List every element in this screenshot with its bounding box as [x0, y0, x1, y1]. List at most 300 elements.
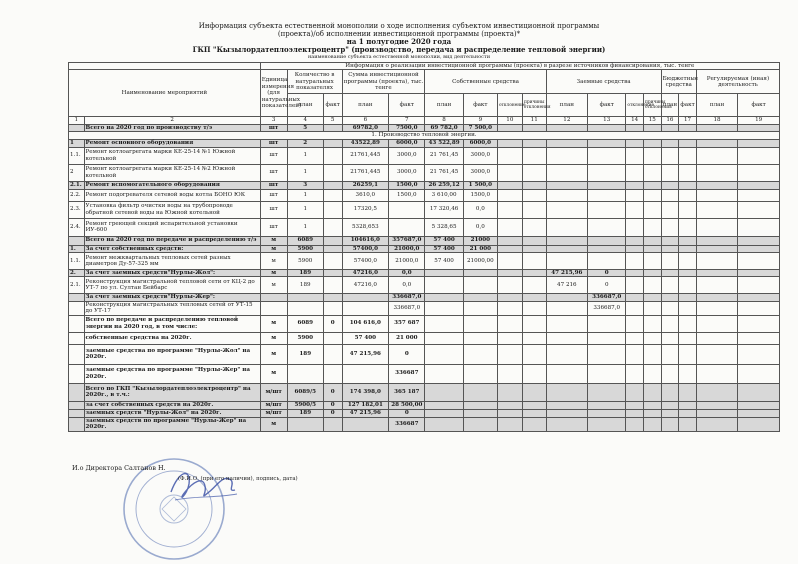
table-cell [463, 277, 497, 294]
table-cell [626, 409, 644, 417]
table-cell: 0 [389, 344, 425, 364]
table-cell: м [260, 270, 287, 277]
sub-deviation: отклонение [626, 94, 644, 117]
row-name-cell: заемные средства по программе "Нурлы-Жер" на 2020г. [84, 364, 260, 383]
table-cell [522, 139, 546, 147]
table-cell [522, 201, 546, 218]
row-name-cell: За счет заемных средств"Нурлы-Жер": [84, 294, 260, 301]
table-cell [546, 315, 587, 332]
row-name-cell: заемные средства по программе "Нурлы-Жол" на 2020г. [84, 344, 260, 364]
table-cell [644, 164, 662, 181]
table-row [69, 301, 780, 315]
row-name-cell: Ремонт основного оборудования [84, 139, 260, 147]
table-cell: 104 616,0 [342, 315, 389, 332]
table-cell [696, 315, 737, 332]
table-row [69, 124, 780, 131]
table-cell [497, 164, 522, 181]
col-number: 17 [679, 117, 697, 124]
row-name-cell: за счет собственных средств на 2020г. [84, 401, 260, 409]
table-cell: 43 522,89 [425, 139, 463, 147]
row-name-cell: Ремонт вспомогательного оборудования [84, 181, 260, 189]
table-cell [644, 139, 662, 147]
table-cell [738, 218, 780, 236]
table-cell: 57400,0 [342, 245, 389, 252]
table-cell [661, 189, 679, 201]
table-cell: 0 [588, 270, 626, 277]
table-cell [323, 147, 342, 164]
sub-fact: факт [463, 94, 497, 117]
table-cell [69, 364, 85, 383]
table-cell [323, 301, 342, 315]
table-cell [644, 270, 662, 277]
table-cell [696, 344, 737, 364]
table-cell [626, 332, 644, 344]
table-cell [679, 383, 697, 401]
table-cell [546, 332, 587, 344]
table-cell [342, 294, 389, 301]
table-cell [342, 417, 389, 431]
table-cell: 104616,0 [342, 236, 389, 245]
col-header-budget-funds: Бюджетные средства [661, 70, 696, 94]
table-row [69, 401, 780, 409]
table-cell [679, 139, 697, 147]
table-row [69, 383, 780, 401]
table-cell: м [260, 315, 287, 332]
table-cell [463, 332, 497, 344]
table-row [69, 189, 780, 201]
table-cell [522, 147, 546, 164]
table-cell [644, 417, 662, 431]
table-cell [644, 189, 662, 201]
col-header-sum: Сумма инвестиционной программы (проекта), тыс. тенге [342, 70, 425, 94]
table-cell [738, 164, 780, 181]
table-row [69, 139, 780, 147]
table-cell [696, 253, 737, 270]
table-cell [497, 189, 522, 201]
table-cell [679, 236, 697, 245]
table-cell [323, 218, 342, 236]
table-cell [546, 253, 587, 270]
table-cell: 336687,0 [588, 294, 626, 301]
table-cell [644, 364, 662, 383]
table-cell [679, 245, 697, 252]
table-cell [389, 201, 425, 218]
table-cell [696, 181, 737, 189]
table-cell [738, 383, 780, 401]
table-cell: 189 [287, 270, 323, 277]
table-cell [661, 277, 679, 294]
table-cell [696, 301, 737, 315]
table-cell [425, 294, 463, 301]
table-cell: 0 [389, 409, 425, 417]
table-cell: 0,0 [463, 218, 497, 236]
table-cell [626, 383, 644, 401]
table-cell: 21761,445 [342, 164, 389, 181]
sub-plan: план [546, 94, 587, 117]
table-cell [323, 189, 342, 201]
sub-reasons: причины отклонения [644, 94, 662, 117]
table-cell [546, 189, 587, 201]
table-cell [626, 189, 644, 201]
sub-fact: факт [389, 94, 425, 117]
table-cell [69, 315, 85, 332]
table-cell: 26 259,12 [425, 181, 463, 189]
table-cell [425, 383, 463, 401]
table-cell [546, 364, 587, 383]
table-cell: 357687,0 [389, 236, 425, 245]
table-cell [738, 124, 780, 131]
table-cell: 21000,0 [389, 253, 425, 270]
table-cell [522, 344, 546, 364]
table-cell [696, 417, 737, 431]
table-cell [679, 164, 697, 181]
table-cell: 336687 [389, 417, 425, 431]
col-number: 15 [644, 117, 662, 124]
table-cell [679, 417, 697, 431]
table-cell: шт [260, 218, 287, 236]
table-cell: шт [260, 147, 287, 164]
row-name-cell: Установка фильтр очистки воды на трубопроводе обратной сетевой воды на Южной котельной [84, 201, 260, 218]
table-cell: 57 400 [425, 253, 463, 270]
col-number: 7 [389, 117, 425, 124]
table-cell: 6000,0 [463, 139, 497, 147]
table-cell: 2.2. [69, 189, 85, 201]
table-cell [644, 236, 662, 245]
table-cell: 69782,0 [342, 124, 389, 131]
table-cell [287, 364, 323, 383]
signature-icon [165, 462, 239, 510]
table-cell [546, 124, 587, 131]
table-cell [644, 315, 662, 332]
row-name-cell: Реконструкция магистральных тепловых сетей от УТ-15 до УТ-17 [84, 301, 260, 315]
table-cell [626, 245, 644, 252]
table-cell [522, 164, 546, 181]
table-cell: 0,0 [463, 201, 497, 218]
table-cell [588, 409, 626, 417]
table-cell [463, 364, 497, 383]
table-cell [588, 218, 626, 236]
title-organization: ГКП "Кызылордатеплоэлектроцентр" (производство, передача и распределение тепловой энергии) [192, 45, 606, 54]
table-cell [679, 364, 697, 383]
table-cell [661, 218, 679, 236]
table-cell [679, 409, 697, 417]
table-cell [463, 417, 497, 431]
table-cell [69, 294, 85, 301]
table-cell [679, 181, 697, 189]
signature-caption: (Ф.И.О. (при его наличии), подпись, дата) [178, 476, 298, 482]
table-row [69, 344, 780, 364]
table-cell [626, 270, 644, 277]
table-cell: 0 [323, 383, 342, 401]
table-cell [522, 218, 546, 236]
table-cell: шт [260, 124, 287, 131]
table-cell: 1500,0 [463, 189, 497, 201]
table-cell: 189 [287, 409, 323, 417]
table-cell [497, 294, 522, 301]
row-name-cell: Ремонт подогревателя сетевой воды котла БОНО ЮК [84, 189, 260, 201]
table-cell: 2 [69, 164, 85, 181]
table-cell [661, 409, 679, 417]
col-number: 11 [522, 117, 546, 124]
table-cell [679, 270, 697, 277]
table-cell: м [260, 417, 287, 431]
investment-table [68, 62, 780, 432]
table-cell [323, 201, 342, 218]
table-cell [626, 301, 644, 315]
table-cell [463, 344, 497, 364]
table-cell [696, 124, 737, 131]
table-cell: 1.1. [69, 253, 85, 270]
table-cell [661, 344, 679, 364]
table-cell [497, 301, 522, 315]
table-cell: 336687,0 [389, 294, 425, 301]
table-cell: м [260, 245, 287, 252]
table-cell [463, 270, 497, 277]
table-cell [661, 383, 679, 401]
table-cell [588, 147, 626, 164]
table-cell: 43522,89 [342, 139, 389, 147]
table-row [69, 236, 780, 245]
table-cell: 21000,00 [463, 253, 497, 270]
table-row [69, 132, 780, 139]
col-number: 2 [84, 117, 260, 124]
table-cell: 47 215,96 [546, 270, 587, 277]
table-row [69, 315, 780, 332]
table-cell: 3000,0 [463, 147, 497, 164]
table-cell: 189 [287, 277, 323, 294]
table-cell [626, 181, 644, 189]
table-cell [588, 344, 626, 364]
col-number: 16 [661, 117, 679, 124]
row-name-cell: Ремонт котлоагрегата марки КЕ-25-14 №1 Южной котельной [84, 147, 260, 164]
table-cell [696, 139, 737, 147]
table-cell [588, 124, 626, 131]
table-cell [696, 245, 737, 252]
table-cell [644, 409, 662, 417]
table-cell [626, 164, 644, 181]
table-cell [260, 294, 287, 301]
table-cell [522, 124, 546, 131]
table-cell [522, 401, 546, 409]
table-cell [69, 417, 85, 431]
title-line-1: Информация субъекта естественной монополии о ходе исполнения субъектом инвестиционной программы [198, 22, 600, 30]
table-cell [497, 344, 522, 364]
table-row [69, 270, 780, 277]
table-cell [738, 245, 780, 252]
table-cell [738, 401, 780, 409]
table-cell [588, 383, 626, 401]
sub-plan: план [661, 94, 679, 117]
table-cell [522, 409, 546, 417]
table-cell [661, 332, 679, 344]
table-cell [425, 315, 463, 332]
table-cell: 2. [69, 270, 85, 277]
table-cell: 21 000 [389, 332, 425, 344]
table-cell: 1500,0 [389, 181, 425, 189]
table-cell [696, 277, 737, 294]
col-number: 10 [497, 117, 522, 124]
row-name-cell: собственные средства на 2020г. [84, 332, 260, 344]
table-cell: 3000,0 [463, 164, 497, 181]
table-cell: 6089/5 [287, 383, 323, 401]
table-cell [323, 181, 342, 189]
table-cell [497, 417, 522, 431]
table-cell [522, 236, 546, 245]
table-row [69, 164, 780, 181]
table-cell [644, 181, 662, 189]
table-cell [522, 189, 546, 201]
table-cell [522, 383, 546, 401]
table-cell [644, 253, 662, 270]
table-cell: 365 187 [389, 383, 425, 401]
table-cell: 0 [323, 315, 342, 332]
table-cell: 21000,0 [389, 245, 425, 252]
table-cell [679, 218, 697, 236]
table-row [69, 417, 780, 431]
table-cell [287, 417, 323, 431]
table-cell: шт [260, 139, 287, 147]
table-row [69, 277, 780, 294]
col-number: 8 [425, 117, 463, 124]
table-cell [546, 147, 587, 164]
table-cell: 5 [287, 124, 323, 131]
table-cell: 69 782,0 [425, 124, 463, 131]
table-cell [738, 181, 780, 189]
sub-plan: план [425, 94, 463, 117]
table-cell: 5900/5 [287, 401, 323, 409]
table-cell [738, 189, 780, 201]
table-cell: 47 216 [546, 277, 587, 294]
table-cell [463, 301, 497, 315]
table-cell [323, 364, 342, 383]
table-row [69, 294, 780, 301]
table-cell [260, 301, 287, 315]
table-cell [546, 245, 587, 252]
table-cell [696, 401, 737, 409]
table-cell [679, 124, 697, 131]
table-cell [546, 409, 587, 417]
table-cell: 0,0 [389, 270, 425, 277]
table-cell [696, 270, 737, 277]
table-cell [497, 270, 522, 277]
table-cell: 21000 [463, 236, 497, 245]
table-cell: 1 [287, 164, 323, 181]
table-body [69, 124, 780, 431]
col-number: 4 [287, 117, 323, 124]
table-cell [497, 409, 522, 417]
table-cell: 57 400 [425, 236, 463, 245]
table-cell [679, 147, 697, 164]
table-cell [546, 181, 587, 189]
table-cell: 336687,0 [389, 301, 425, 315]
table-cell [626, 124, 644, 131]
table-cell [323, 253, 342, 270]
table-row [69, 181, 780, 189]
table-cell [69, 332, 85, 344]
table-cell [497, 383, 522, 401]
title-line-2: (проекта)/об исполнении инвестиционной программы (проекта)* [277, 30, 521, 38]
table-cell [661, 124, 679, 131]
table-cell [644, 147, 662, 164]
table-cell [696, 332, 737, 344]
table-cell [546, 236, 587, 245]
table-cell [463, 401, 497, 409]
table-cell [679, 332, 697, 344]
table-cell [626, 218, 644, 236]
col-number: 18 [696, 117, 737, 124]
table-cell [522, 315, 546, 332]
row-name-cell: Ремонт межквартальных тепловых сетей разных диаметров Ду-57-325 мм [84, 253, 260, 270]
table-cell [546, 164, 587, 181]
table-cell [644, 277, 662, 294]
table-cell: 21 000 [463, 245, 497, 252]
table-cell [69, 124, 85, 131]
table-cell [626, 417, 644, 431]
table-cell [497, 201, 522, 218]
table-cell: 6000,0 [389, 139, 425, 147]
table-cell: 5900 [287, 245, 323, 252]
table-cell [546, 301, 587, 315]
table-cell: 2.1. [69, 181, 85, 189]
table-cell [626, 277, 644, 294]
table-cell [425, 417, 463, 431]
table-cell [644, 344, 662, 364]
table-cell: м [260, 364, 287, 383]
table-cell: 1 [287, 147, 323, 164]
table-cell [522, 245, 546, 252]
row-name-cell: Всего на 2020 год по передаче и распределению т/э [84, 236, 260, 245]
table-cell: м [260, 332, 287, 344]
table-cell [463, 294, 497, 301]
table-cell [323, 236, 342, 245]
table-cell [661, 301, 679, 315]
table-cell: 1. [69, 245, 85, 252]
table-cell: м [260, 253, 287, 270]
table-cell [644, 383, 662, 401]
table-cell [497, 124, 522, 131]
table-cell [497, 253, 522, 270]
table-cell [696, 189, 737, 201]
table-cell [738, 409, 780, 417]
table-cell [69, 301, 85, 315]
table-cell [679, 344, 697, 364]
table-cell [738, 417, 780, 431]
table-cell [323, 294, 342, 301]
col-number: 6 [342, 117, 389, 124]
table-cell [738, 364, 780, 383]
table-row [69, 245, 780, 252]
table-cell [588, 253, 626, 270]
table-cell [626, 401, 644, 409]
table-cell [644, 124, 662, 131]
table-cell [738, 139, 780, 147]
table-cell [626, 315, 644, 332]
table-cell [323, 417, 342, 431]
table-cell [323, 124, 342, 131]
col-header-borrowed-funds: Заемные средства [546, 70, 661, 94]
table-cell [661, 139, 679, 147]
table-cell: 21 761,45 [425, 147, 463, 164]
col-number: 1 [69, 117, 85, 124]
table-cell [323, 270, 342, 277]
col-header-quantity: Количество в натуральных показателях [287, 70, 342, 94]
col-number: 9 [463, 117, 497, 124]
table-cell [661, 236, 679, 245]
table-cell: 1 [287, 218, 323, 236]
table-cell: 17320,5 [342, 201, 389, 218]
table-cell: 0 [323, 409, 342, 417]
table-cell [323, 164, 342, 181]
